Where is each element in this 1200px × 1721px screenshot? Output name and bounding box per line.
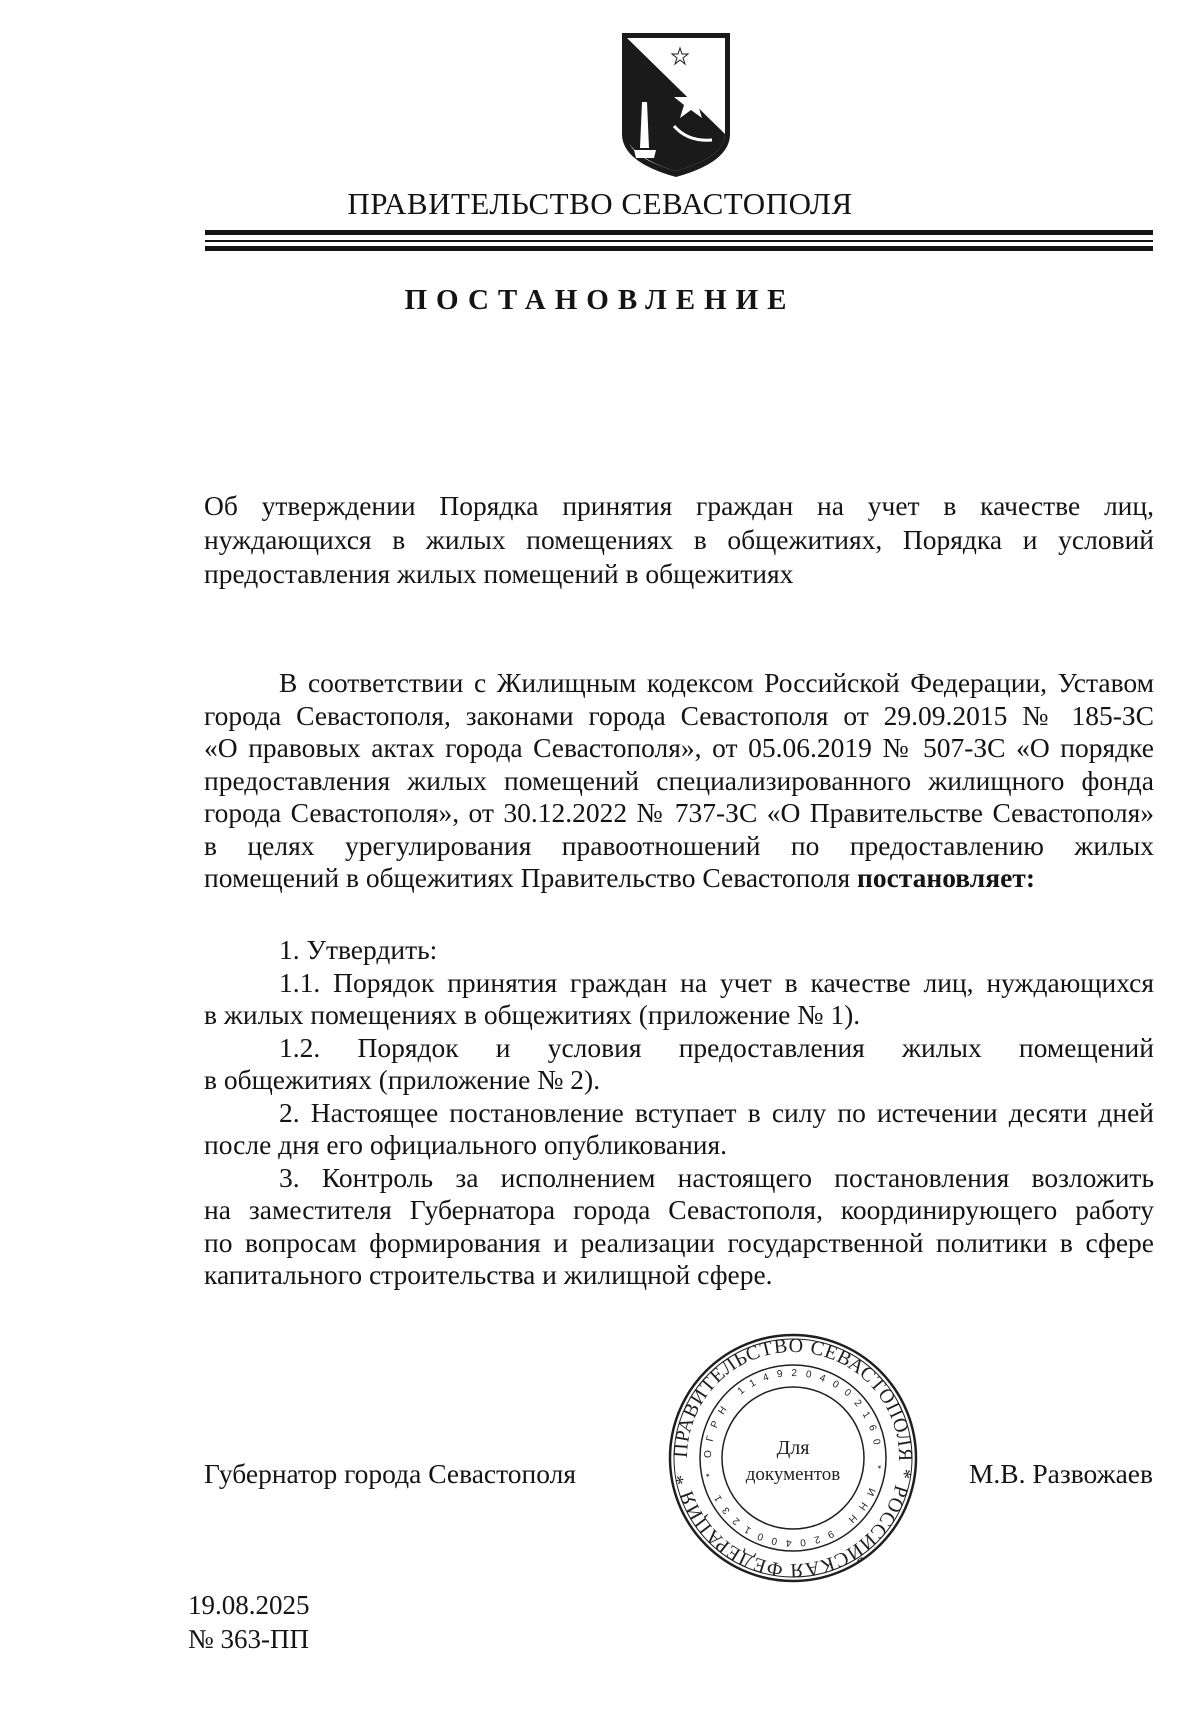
preamble-last-text: помещений в общежитиях Правительство Севастополя — [204, 862, 857, 893]
subject-line: нуждающихся в жилых помещениях в общежитиях, Порядка и условий — [204, 524, 1154, 555]
organization-title: ПРАВИТЕЛЬСТВО СЕВАСТОПОЛЯ — [347, 186, 853, 221]
stamp-center-line: Для — [776, 1437, 810, 1459]
item-line: по вопросам формирования и реализации государственной политики в сфере — [204, 1226, 1154, 1258]
preamble-line: в целях урегулирования правоотношений по предоставлению жилых — [204, 829, 1154, 861]
signer-name: М.В. Развожаев — [968, 1458, 1153, 1489]
stamp-outer-text: ПРАВИТЕЛЬСТВО СЕВАСТОПОЛЯ * РОССИЙСКАЯ ФЕДЕРАЦИЯ * — [669, 1334, 917, 1582]
item-line: 1.2. Порядок и условия предоставления жилых помещений — [279, 1031, 1154, 1063]
document-subject — [204, 489, 1154, 591]
document-date: 19.08.2025 — [188, 1590, 310, 1620]
preamble-paragraph — [204, 667, 1154, 895]
item-line: на заместителя Губернатора города Севастополя, координирующего работу — [204, 1194, 1154, 1225]
subject-line: предоставления жилых помещений в общежитиях — [204, 558, 794, 589]
preamble-line: города Севастополя», от 30.12.2022 № 737-ЗС «О Правительстве Севастополя» — [204, 797, 1154, 828]
preamble-line: «О правовых актах города Севастополя», от 05.06.2019 № 507-ЗС «О порядке — [204, 732, 1154, 763]
header-divider-line — [205, 240, 1153, 242]
item-line: 1. Утвердить: — [279, 934, 438, 965]
sevastopol-coat-of-arms-icon — [616, 30, 736, 180]
header-divider-line — [205, 246, 1153, 251]
resolution-items — [204, 934, 1154, 1292]
signer-position: Губернатор города Севастополя — [204, 1458, 576, 1489]
item-line: 1.1. Порядок принятия граждан на учет в качестве лиц, нуждающихся — [279, 966, 1154, 998]
preamble-line — [204, 862, 1154, 895]
item-line: в жилых помещениях в общежитиях (приложение № 1). — [204, 999, 861, 1030]
header-divider-line — [205, 230, 1153, 235]
document-type-heading: ПОСТАНОВЛЕНИЕ — [404, 284, 796, 316]
item-line: капитального строительства и жилищной сфере. — [204, 1259, 773, 1290]
item-line: после дня его официального опубликования. — [204, 1129, 728, 1160]
stamp-center-line: документов — [745, 1464, 841, 1485]
decree-keyword: постановляет: — [857, 862, 1035, 893]
preamble-line: города Севастополя, законами города Севастополя от 29.09.2015 № 185-ЗС — [204, 699, 1154, 731]
subject-line: Об утверждении Порядка принятия граждан на учет в качестве лиц, — [204, 490, 1154, 521]
preamble-line: предоставления жилых помещений специализированного жилищного фонда — [204, 764, 1154, 796]
item-line: в общежитиях (приложение № 2). — [204, 1064, 601, 1095]
preamble-line: В соответствии с Жилищным кодексом Российской Федерации, Уставом — [279, 667, 1154, 698]
item-line: 3. Контроль за исполнением настоящего постановления возложить — [279, 1161, 1154, 1193]
document-number: № 363-ПП — [188, 1624, 309, 1654]
item-line: 2. Настоящее постановление вступает в силу по истечении десяти дней — [279, 1096, 1154, 1128]
stamp-inner-text: ОГРН 1149204002160 * ИНН 9204001231 * — [702, 1367, 883, 1549]
official-seal-stamp — [667, 1332, 919, 1584]
